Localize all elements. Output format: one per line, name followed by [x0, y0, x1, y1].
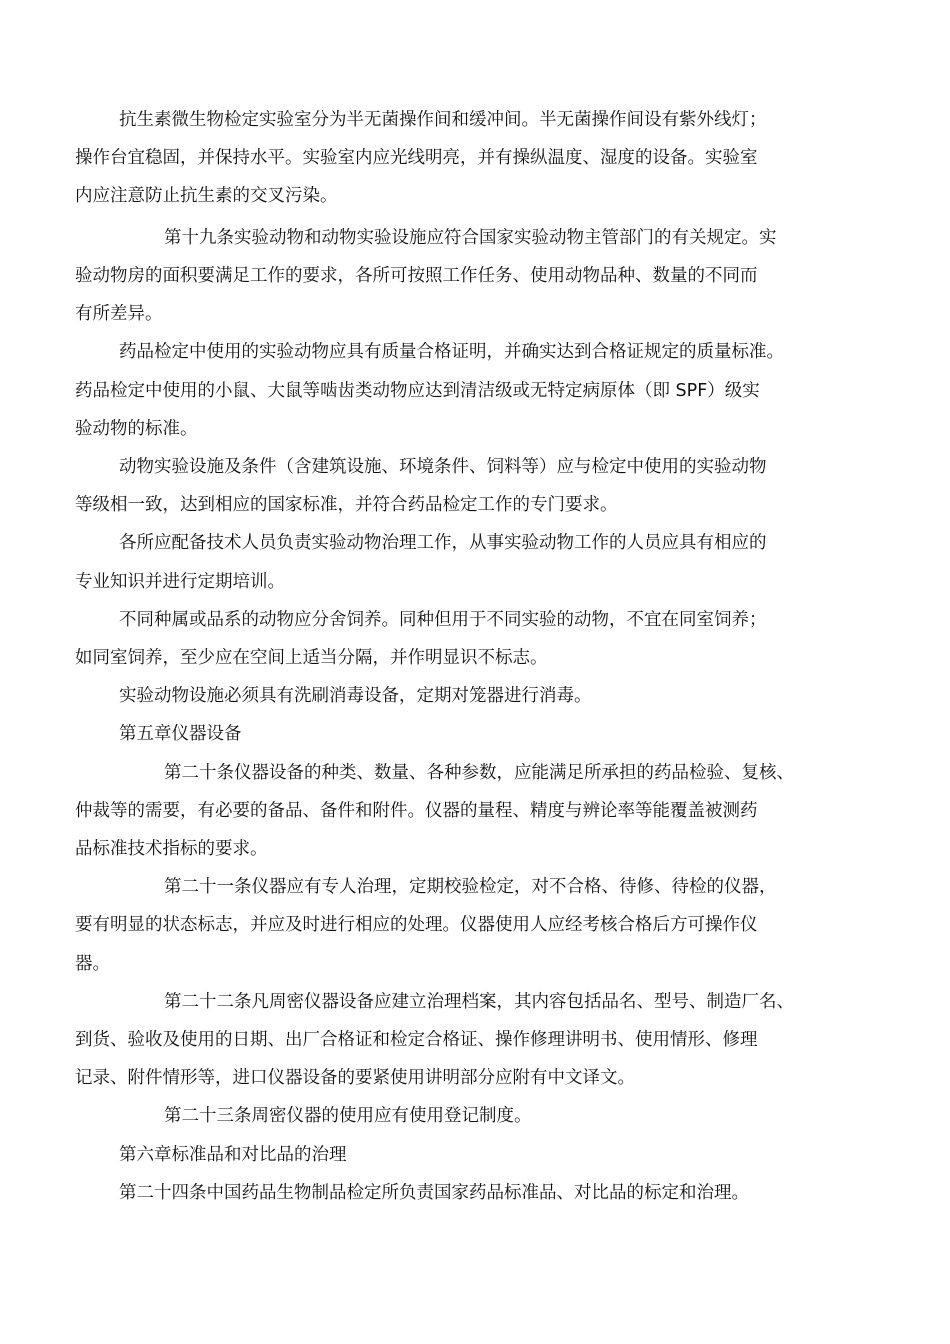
text-line: 实验动物设施必须具有洗刷消毒设备，定期对笼器进行消毒。 [119, 686, 592, 706]
text-line: 操作台宜稳固，并保持水平。实验室内应光线明亮，并有操纵温度、湿度的设备。实验室 [75, 148, 758, 168]
text-line: 第二十一条仪器应有专人治理，定期校验检定，对不合格、待修、待检的仪器， [164, 877, 777, 897]
text-line: 验动物的标准。 [75, 419, 198, 439]
text-line: 有所差异。 [75, 304, 163, 324]
text-line: 第二十三条周密仪器的使用应有使用登记制度。 [164, 1106, 532, 1126]
text-line: 抗生素微生物检定实验室分为半无菌操作间和缓冲间。半无菌操作间设有紫外线灯； [119, 110, 767, 130]
text-line: 动物实验设施及条件（含建筑设施、环境条件、饲料等）应与检定中使用的实验动物 [119, 457, 767, 477]
text-line: 等级相一致，达到相应的国家标准，并符合药品检定工作的专门要求。 [75, 495, 618, 515]
text-line: 第二十条仪器设备的种类、数量、各种参数，应能满足所承担的药品检验、复核、 [164, 763, 794, 783]
chapter-heading: 第六章标准品和对比品的治理 [119, 1145, 347, 1165]
text-line: 器。 [75, 954, 110, 974]
text-line: 如同室饲养，至少应在空间上适当分隔，并作明显识不标志。 [75, 648, 548, 668]
text-line: 专业知识并进行定期培训。 [75, 572, 285, 592]
text-line: 药品检定中使用的小鼠、大鼠等啮齿类动物应达到清洁级或无特定病原体（即 SPF）级实 [75, 381, 760, 401]
text-line: 第二十二条凡周密仪器设备应建立治理档案，其内容包括品名、型号、制造厂名、 [164, 992, 794, 1012]
text-line: 要有明显的状态标志，并应及时进行相应的处理。仪器使用人应经考核合格后方可操作仪 [75, 915, 758, 935]
text-line: 验动物房的面积要满足工作的要求，各所可按照工作任务、使用动物品种、数量的不同而 [75, 266, 758, 286]
text-line: 仲裁等的需要，有必要的备品、备件和附件。仪器的量程、精度与辨论率等能覆盖被测药 [75, 801, 758, 821]
text-line: 不同种属或品系的动物应分舍饲养。同种但用于不同实验的动物，不宜在同室饲养； [119, 610, 767, 630]
text-line: 第二十四条中国药品生物制品检定所负责国家药品标准品、对比品的标定和治理。 [119, 1183, 749, 1203]
text-line: 第十九条实验动物和动物实验设施应符合国家实验动物主管部门的有关规定。实 [164, 228, 777, 248]
text-line: 到货、验收及使用的日期、出厂合格证和检定合格证、操作修理讲明书、使用情形、修理 [75, 1030, 758, 1050]
text-line: 各所应配备技术人员负责实验动物治理工作，从事实验动物工作的人员应具有相应的 [119, 533, 767, 553]
text-line: 品标准技术指标的要求。 [75, 839, 268, 859]
text-line: 内应注意防止抗生素的交叉污染。 [75, 186, 338, 206]
chapter-heading: 第五章仪器设备 [119, 724, 242, 744]
text-line: 记录、附件情形等，进口仪器设备的要紧使用讲明部分应附有中文译文。 [75, 1068, 635, 1088]
text-line: 药品检定中使用的实验动物应具有质量合格证明，并确实达到合格证规定的质量标准。 [119, 342, 784, 362]
